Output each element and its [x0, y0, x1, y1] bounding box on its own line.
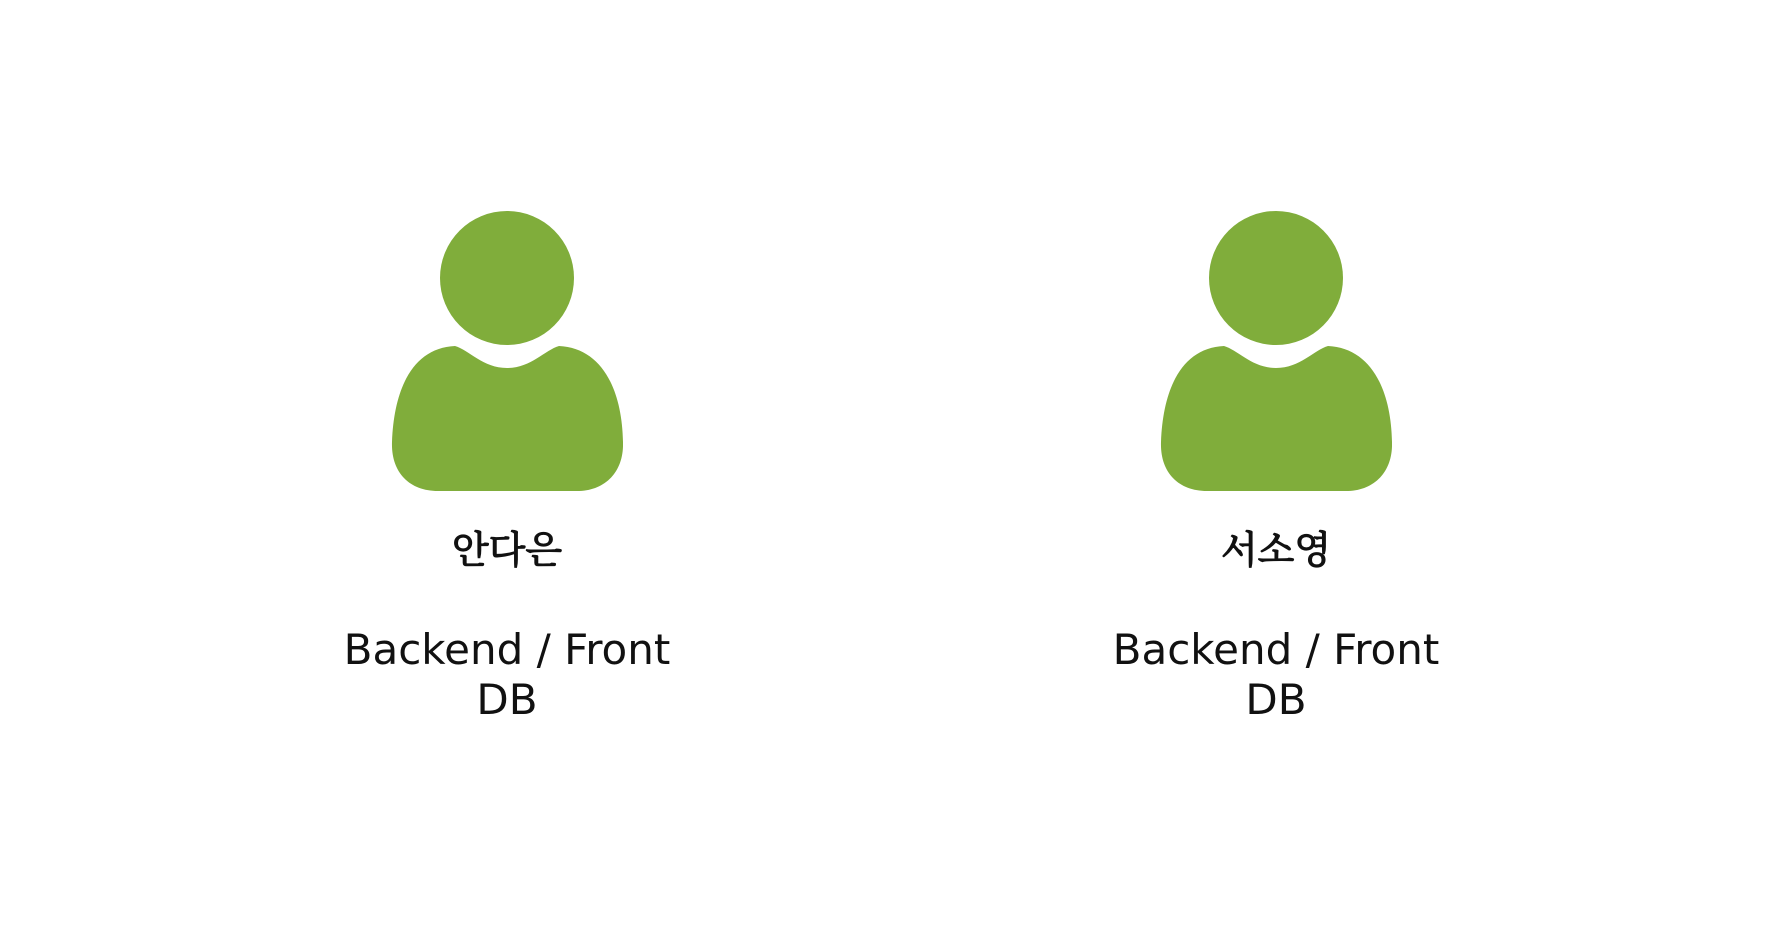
member-card-2 — [1066, 210, 1486, 725]
member-role — [344, 625, 671, 725]
member-role-line-2: DB — [1245, 675, 1307, 724]
member-role — [1113, 625, 1440, 725]
member-role-line-1: Backend / Front — [343, 625, 671, 674]
member-name: 안다은 — [451, 528, 563, 572]
member-role-line-2: DB — [476, 675, 538, 724]
member-role-line-1: Backend / Front — [1112, 625, 1440, 674]
member-name: 서소영 — [1220, 528, 1332, 572]
member-card-1 — [297, 210, 717, 725]
user-icon — [1160, 210, 1392, 491]
user-icon — [391, 210, 623, 491]
